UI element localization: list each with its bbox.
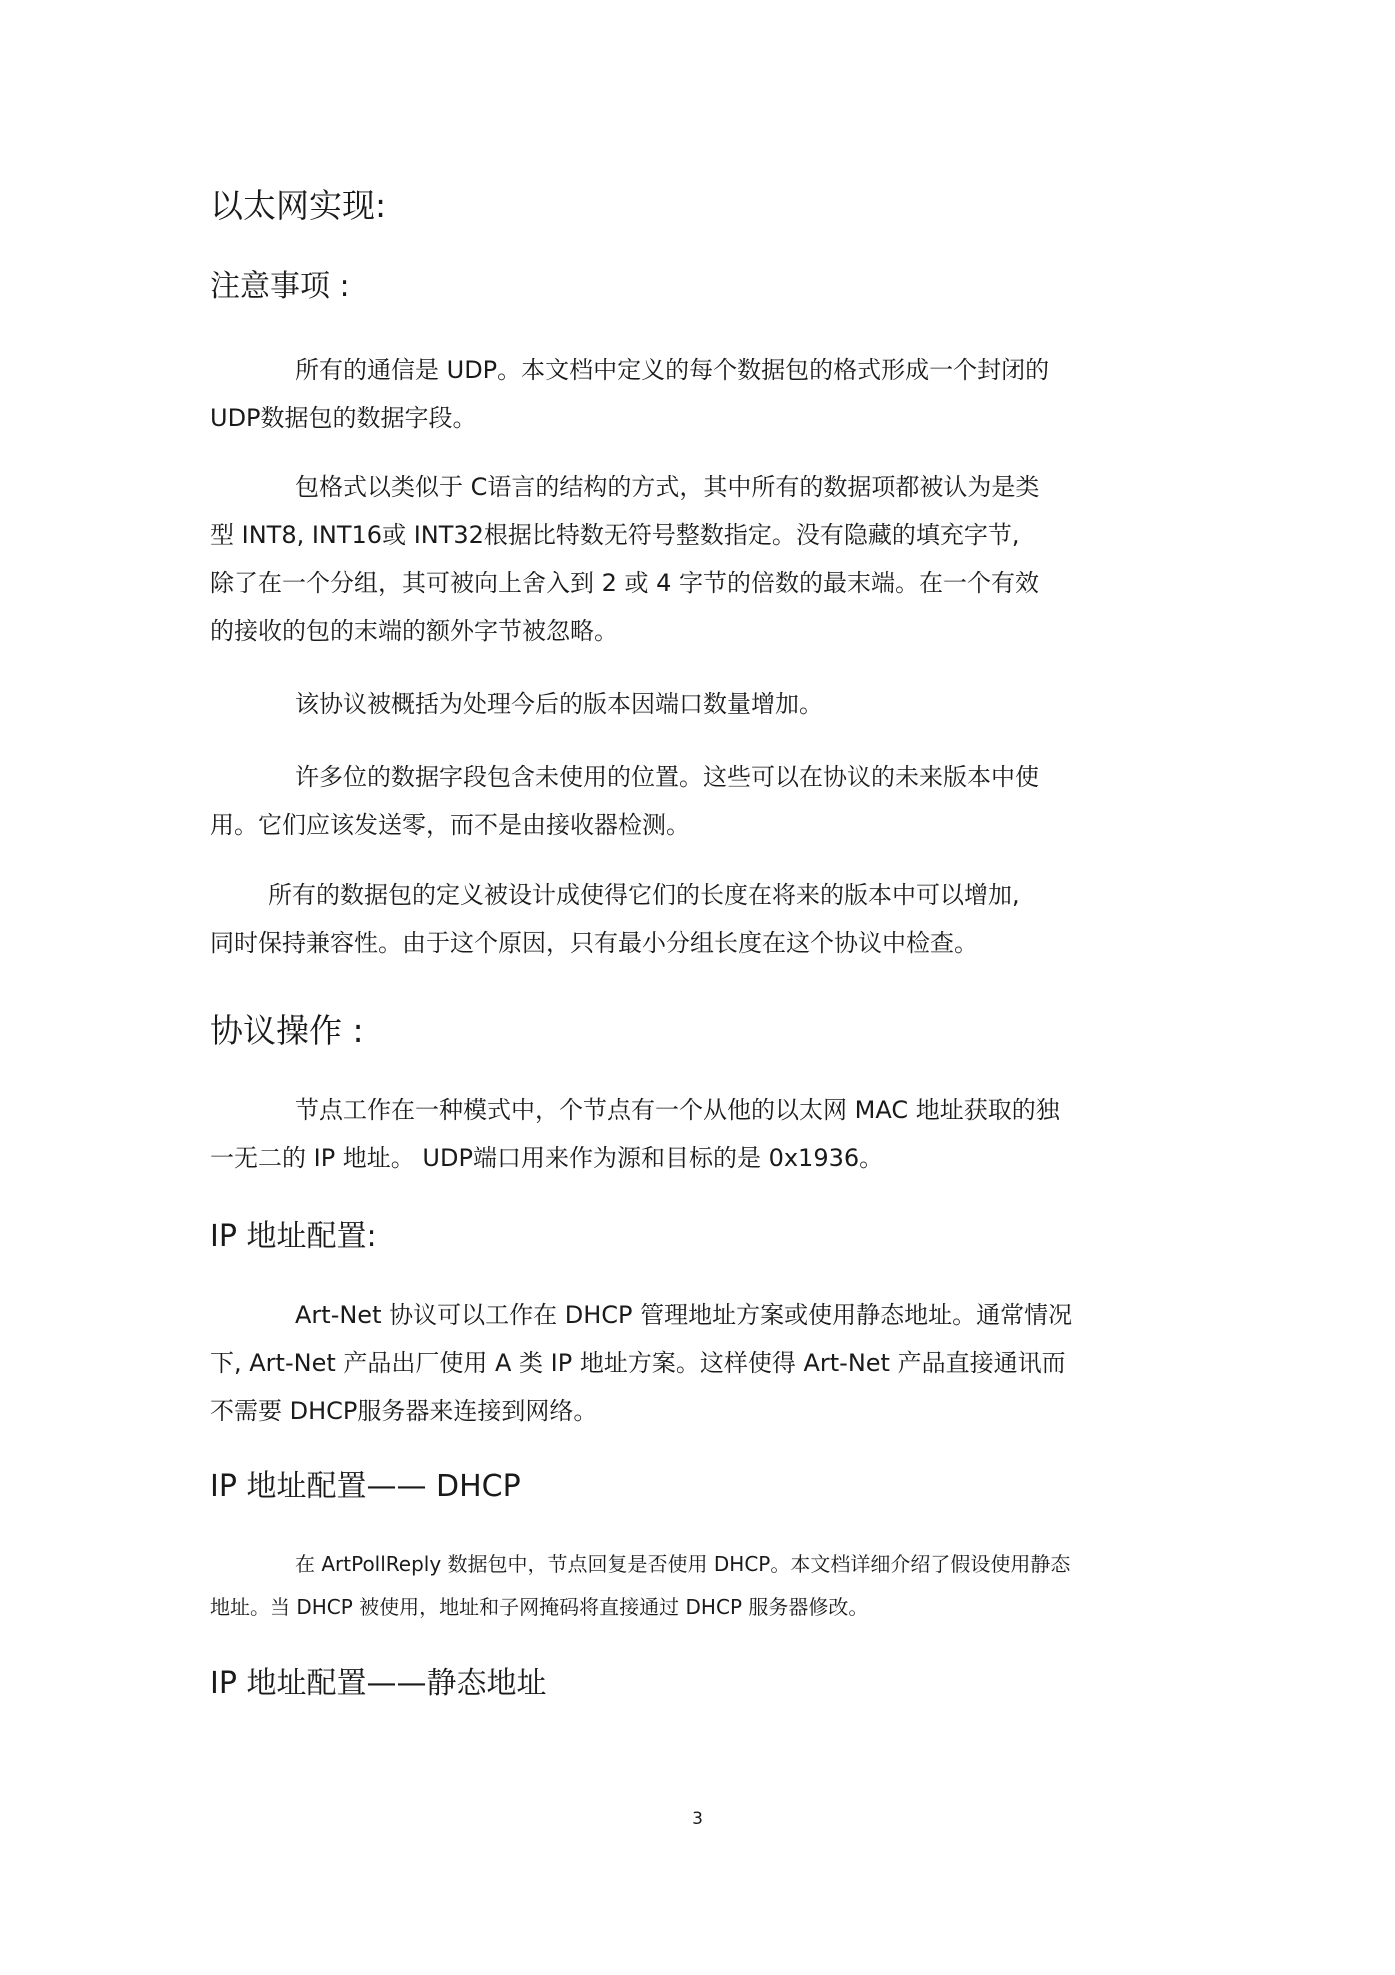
paragraph-line: 节点工作在一种模式中，个节点有一个从他的以太网 MAC 地址获取的独 <box>295 1096 1060 1124</box>
paragraph-udp <box>210 346 1049 442</box>
paragraph-line: 用。它们应该发送零，而不是由接收器检测。 <box>210 811 690 839</box>
paragraph-line: 一无二的 IP 地址。 UDP端口用来作为源和目标的是 0x1936。 <box>210 1144 884 1172</box>
paragraph-line: 的接收的包的末端的额外字节被忽略。 <box>210 617 618 645</box>
paragraph-line: 许多位的数据字段包含未使用的位置。这些可以在协议的未来版本中使 <box>295 763 1039 791</box>
paragraph-line: 型 INT8, INT16或 INT32根据比特数无符号整数指定。没有隐藏的填充字节, <box>210 521 1020 549</box>
heading-ip-dhcp: IP 地址配置—— DHCP <box>210 1469 521 1504</box>
paragraph-line: 该协议被概括为处理今后的版本因端口数量增加。 <box>295 690 823 718</box>
heading-notes: 注意事项 : <box>210 269 350 304</box>
paragraph-line: 所有的数据包的定义被设计成使得它们的长度在将来的版本中可以增加, <box>268 881 1020 909</box>
heading-ip-static: IP 地址配置——静态地址 <box>210 1666 547 1701</box>
paragraph-ip-configuration <box>210 1291 1072 1435</box>
heading-protocol-operation: 协议操作 : <box>210 1011 364 1050</box>
heading-ethernet-implementation: 以太网实现: <box>210 186 387 225</box>
paragraph-line: 地址。当 DHCP 被使用，地址和子网掩码将直接通过 DHCP 服务器修改。 <box>210 1595 869 1619</box>
paragraph-packet-format <box>210 463 1039 655</box>
heading-ip-configuration: IP 地址配置: <box>210 1219 377 1254</box>
page-number: 3 <box>692 1809 703 1829</box>
paragraph-line: 不需要 DHCP服务器来连接到网络。 <box>210 1397 598 1425</box>
paragraph-operation <box>210 1086 1060 1182</box>
paragraph-unused-bits <box>210 753 1039 849</box>
paragraph-line: 除了在一个分组，其可被向上舍入到 2 或 4 字节的倍数的最末端。在一个有效 <box>210 569 1040 597</box>
paragraph-compatibility <box>210 871 1020 967</box>
paragraph-dhcp <box>210 1543 1070 1629</box>
paragraph-line: 同时保持兼容性。由于这个原因，只有最小分组长度在这个协议中检查。 <box>210 929 978 957</box>
paragraph-line: 所有的通信是 UDP。本文档中定义的每个数据包的格式形成一个封闭的 <box>295 356 1050 384</box>
paragraph-line: UDP数据包的数据字段。 <box>210 404 477 432</box>
paragraph-line: 在 ArtPollReply 数据包中，节点回复是否使用 DHCP。本文档详细介绍了假设使用静态 <box>295 1552 1071 1576</box>
paragraph-protocol-ports <box>210 680 823 728</box>
paragraph-line: Art-Net 协议可以工作在 DHCP 管理地址方案或使用静态地址。通常情况 <box>295 1301 1073 1329</box>
paragraph-line: 包格式以类似于 C语言的结构的方式，其中所有的数据项都被认为是类 <box>295 473 1040 501</box>
paragraph-line: 下, Art-Net 产品出厂使用 A 类 IP 地址方案。这样使得 Art-Net 产品直接通讯而 <box>210 1349 1066 1377</box>
